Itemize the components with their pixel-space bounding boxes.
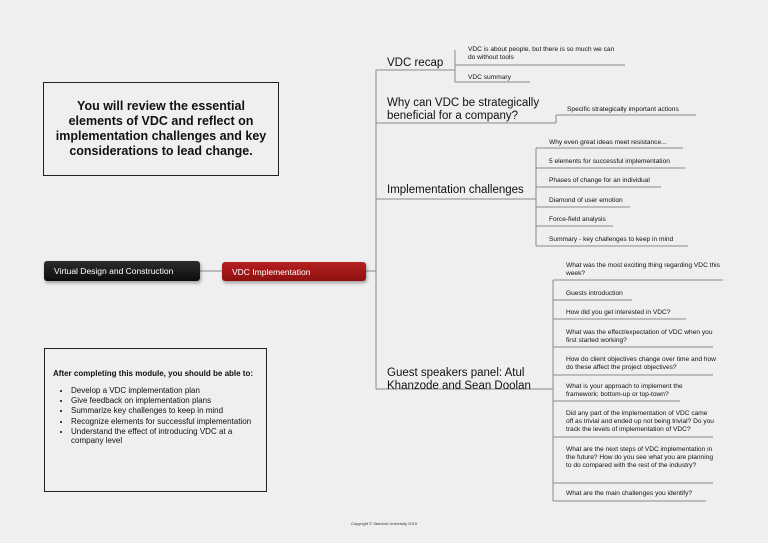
objective-item: • Understand the effect of introducing VDC at a company level bbox=[71, 427, 258, 445]
leaf-guest-question[interactable]: What are the next steps of VDC implementation in the future? How do you see what you are planning to do compared with the rest of the industry? bbox=[566, 446, 713, 469]
branch-strategic-benefit[interactable]: Why can VDC be strategically beneficial for a company? bbox=[387, 97, 540, 122]
leaf-guest-question[interactable]: What was the effect/expectation of VDC when you first started working? bbox=[566, 329, 713, 344]
objective-item: • Develop a VDC implementation plan bbox=[71, 386, 258, 395]
leaf-strategic[interactable]: Specific strategically important actions bbox=[567, 106, 679, 113]
leaf-guest-question[interactable]: How do client objectives change over time and how do these affect the project objectives? bbox=[566, 356, 716, 371]
module-intro-text: You will review the essential elements of VDC and reflect on implementation challenges and key considerations to lead change. bbox=[55, 99, 267, 158]
leaf-guest-question[interactable]: How did you get interested in VDC? bbox=[566, 309, 671, 316]
leaf-challenge[interactable]: Force-field analysis bbox=[549, 216, 606, 223]
objective-item: • Give feedback on implementation plans bbox=[71, 396, 258, 405]
leaf-challenge[interactable]: Summary - key challenges to keep in mind bbox=[549, 236, 674, 243]
leaf-challenge[interactable]: 5 elements for successful implementation bbox=[549, 158, 670, 165]
leaf-recap[interactable]: VDC summary bbox=[468, 74, 511, 81]
leaf-guest-question[interactable]: What are the main challenges you identify? bbox=[566, 490, 693, 497]
leaf-recap[interactable]: VDC is about people, but there is so much we can do without tools bbox=[468, 46, 615, 61]
main-node-vdc-implementation[interactable] bbox=[222, 262, 366, 281]
leaf-challenge[interactable]: Diamond of user emotion bbox=[549, 197, 623, 204]
branch-implementation-challenges[interactable]: Implementation challenges bbox=[387, 184, 524, 196]
branch-guest-speakers[interactable]: Guest speakers panel: Atul Khanzode and Sean Doolan bbox=[387, 367, 531, 392]
branch-vdc-recap[interactable]: VDC recap bbox=[387, 57, 444, 69]
root-node-label: Virtual Design and Construction bbox=[54, 266, 174, 276]
leaf-guest-question[interactable]: Guests introduction bbox=[566, 290, 623, 297]
objectives-title: After completing this module, you should be able to: bbox=[53, 369, 254, 378]
leaf-guest-question[interactable]: What was the most exciting thing regarding VDC this week? bbox=[566, 262, 720, 277]
objective-item: • Summarize key challenges to keep in mind bbox=[71, 406, 258, 415]
objectives-list bbox=[53, 386, 258, 445]
leaf-guest-question[interactable]: What is your approach to implement the framework: bottom-up or top-town? bbox=[566, 383, 683, 398]
leaf-guest-question[interactable]: Did any part of the implementation of VDC came off as trivial and ended up not being trivial? Do you track the levels of implementation of VDC? bbox=[566, 410, 714, 433]
learning-objectives-box bbox=[44, 348, 267, 492]
leaf-challenge[interactable]: Phases of change for an individual bbox=[549, 177, 650, 184]
leaf-challenge[interactable]: Why even great ideas meet resistance... bbox=[549, 139, 667, 146]
main-node-label: VDC Implementation bbox=[232, 266, 311, 277]
copyright-footer: Copyright © Stanford University 2019 bbox=[350, 521, 418, 526]
root-node-vdc[interactable] bbox=[44, 261, 200, 281]
module-intro-box bbox=[43, 82, 279, 176]
objective-item: • Recognize elements for successful implementation bbox=[71, 417, 258, 426]
